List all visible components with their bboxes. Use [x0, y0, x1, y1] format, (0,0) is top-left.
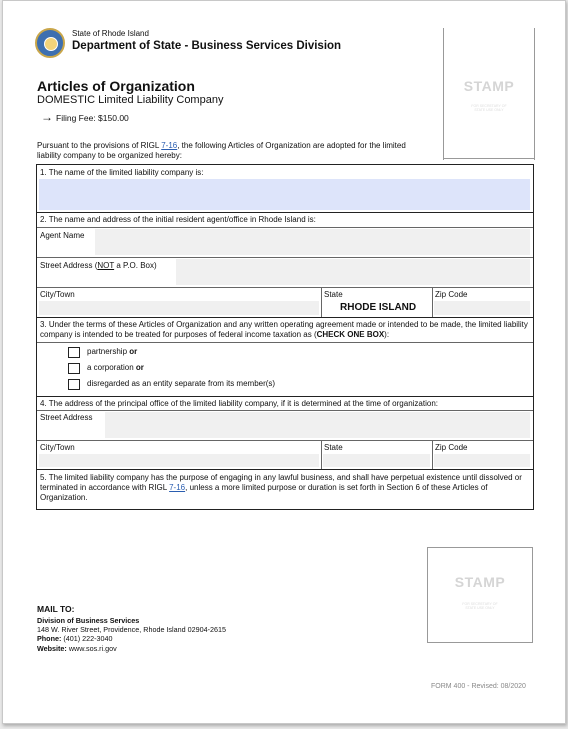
stamp-label-bottom: STAMP — [454, 574, 506, 590]
agent-zip-label: Zip Code — [435, 290, 468, 299]
agent-street-label — [40, 261, 157, 271]
page-subtitle: DOMESTIC Limited Liability Company — [37, 94, 224, 106]
item2-label: 2. The name and address of the initial resident agent/office in Rhode Island is: — [40, 215, 316, 224]
option-corporation-text: a corporation — [87, 363, 136, 372]
item3-text-cont: ): — [384, 330, 390, 339]
option-corporation — [87, 363, 144, 372]
website-url[interactable]: www.sos.ri.gov — [66, 643, 117, 653]
office-zip-field[interactable] — [434, 454, 530, 467]
agent-street-text-cont: a P.O. Box) — [114, 261, 157, 270]
stamp-fine-print-bottom: FOR SECRETARY OF STATE USE ONLY — [462, 602, 498, 610]
agent-city-field[interactable] — [39, 301, 319, 315]
mail-to-heading: MAIL TO: — [37, 604, 75, 614]
state-seal-icon — [35, 28, 65, 58]
item1-label: 1. The name of the limited liability company is: — [40, 168, 204, 177]
division-name: Division of Business Services — [37, 616, 140, 625]
item3-text: 3. Under the terms of these Articles of Organization and any written operating agreement made or intended to be made, the limited liability company is intended to be treated for purposes of federal income taxation as ( — [40, 320, 528, 339]
phone-label: Phone: — [37, 634, 62, 644]
agent-street-not: NOT — [97, 261, 115, 270]
llc-name-field[interactable] — [39, 179, 530, 210]
agent-name-label: Agent Name — [40, 231, 85, 240]
preamble-text: Pursuant to the provisions of RIGL — [37, 141, 162, 150]
office-state-field[interactable] — [323, 454, 430, 467]
item3-label — [40, 320, 530, 340]
office-street-field[interactable] — [105, 412, 530, 438]
stamp-box-bottom — [427, 547, 533, 643]
stamp-label-top: STAMP — [463, 78, 515, 94]
office-street-label: Street Address — [40, 413, 93, 422]
form-page — [2, 0, 566, 724]
option-partnership — [87, 347, 137, 356]
partnership-checkbox[interactable] — [68, 347, 80, 358]
page-title: Articles of Organization — [37, 78, 195, 94]
stamp-area-top — [443, 28, 535, 160]
item3-bold: CHECK ONE BOX — [316, 330, 385, 339]
option-corporation-or: or — [135, 363, 144, 372]
office-zip-label: Zip Code — [435, 443, 468, 452]
website-label: Website: — [37, 643, 67, 653]
preamble — [37, 141, 427, 161]
item5-text-end: , unless a more limited purpose or duration is set forth in Section 6 of these Articles of Organization. — [40, 483, 488, 502]
item4-label: 4. The address of the principal office of the limited liability company, if it is determined at the time of organization: — [40, 399, 438, 408]
street-address: 148 W. River Street, Providence, Rhode Island 02904-2615 — [37, 625, 226, 635]
agent-city-label: City/Town — [40, 290, 75, 299]
filing-fee — [41, 110, 129, 124]
department-name: Department of State - Business Services Division — [72, 40, 342, 52]
office-city-field[interactable] — [39, 454, 319, 467]
item5-rigl-link[interactable]: 7-16 — [169, 483, 186, 492]
agent-street-field[interactable] — [176, 259, 530, 285]
agent-zip-field[interactable] — [434, 301, 530, 315]
form-number: FORM 400 - Revised: 08/2020 — [431, 683, 526, 690]
arrow-right-icon: → — [41, 110, 53, 124]
phone-number: (401) 222-3040 — [61, 634, 113, 644]
option-disregarded: disregarded as an entity separate from its member(s) — [87, 379, 276, 388]
option-partnership-text: partnership — [87, 347, 130, 356]
item5-text-start: 5. The limited liability company has the purpose of engaging in any lawful business, and shall have perpetual existence until dissolved or terminated in accordance with RIGL — [40, 473, 522, 492]
disregarded-checkbox[interactable] — [68, 379, 80, 390]
agent-name-field[interactable] — [95, 229, 530, 255]
preamble-text-cont: , the following Articles of Organization are adopted for the limited liability company to be organized hereby: — [37, 141, 406, 160]
articles-form — [36, 164, 534, 510]
agent-state-value: RHODE ISLAND — [340, 302, 417, 313]
agent-street-text: Street Address ( — [40, 261, 98, 270]
office-state-label: State — [324, 443, 343, 452]
option-partnership-or: or — [129, 347, 138, 356]
item5-text — [40, 473, 530, 503]
stamp-fine-print-top: FOR SECRETARY OF STATE USE ONLY — [471, 104, 507, 112]
office-city-label: City/Town — [40, 443, 75, 452]
state-name: State of Rhode Island — [72, 29, 149, 38]
rigl-link[interactable]: 7-16 — [161, 141, 178, 150]
corporation-checkbox[interactable] — [68, 363, 80, 374]
mailing-address — [37, 616, 226, 653]
filing-fee-text: Filing Fee: $150.00 — [56, 113, 129, 123]
website-line — [37, 644, 226, 653]
phone-line — [37, 634, 226, 643]
agent-state-label: State — [324, 290, 343, 299]
